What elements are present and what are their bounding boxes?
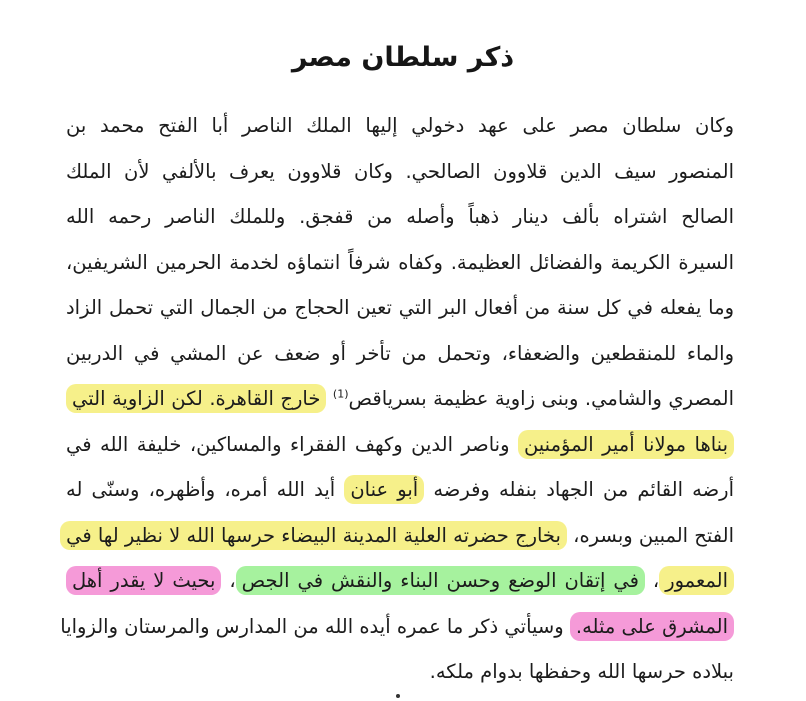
- text-line: [66, 649, 734, 695]
- page-title: ذكر سلطان مصر: [291, 42, 515, 73]
- text-line: [60, 604, 734, 650]
- text-segment: ببلاده حرسها الله وحفظها بدوام ملكه.: [429, 660, 734, 683]
- highlight-pink: المشرق على مثله.: [570, 612, 734, 641]
- highlight-green: في إتقان الوضع وحسن البناء والنقش في الجص: [236, 566, 645, 595]
- text-line: [66, 558, 734, 604]
- text-line: [66, 103, 734, 149]
- text-line: [66, 422, 734, 468]
- highlight-yellow: خارج القاهرة. لكن الزاوية التي: [66, 384, 326, 413]
- text-segment: والماء للمنقطعين والضعفاء، وتحمل من تأخر أو ضعف عن المشي في الدربين: [66, 341, 734, 365]
- text-segment: وكان سلطان مصر على عهد دخولي إليها الملك الناصر أبا الفتح محمد بن: [66, 114, 734, 137]
- highlight-pink: بحيث لا يقدر أهل: [66, 566, 221, 595]
- text-line: [66, 149, 734, 195]
- text-line: [66, 194, 734, 240]
- highlight-yellow: أبو عنان: [344, 475, 424, 504]
- text-line: [66, 513, 734, 559]
- text-segment: أرضه القائم من الجهاد بنفله وفرضه: [424, 478, 734, 501]
- page-edge-mark: [396, 694, 400, 698]
- highlight-yellow: المعمور: [659, 566, 734, 595]
- text-segment: الفتح المبين وبسره،: [566, 523, 734, 547]
- text-segment: المنصور سيف الدين قلاوون الصالحي. وكان قلاوون يعرف بالألفي لأن الملك: [66, 159, 734, 183]
- text-line: [66, 240, 734, 286]
- text-line: [66, 331, 734, 377]
- page-body-text: [60, 103, 734, 695]
- text-segment: ،: [644, 569, 660, 592]
- text-segment: المصري والشامي. وبنى زاوية عظيمة بسرياقص: [348, 387, 734, 410]
- text-segment: السيرة الكريمة والفضائل العظيمة. وكفاه شرفاً انتماؤه لخدمة الحرمين الشريفين،: [66, 250, 734, 274]
- footnote-marker: (1): [332, 387, 349, 401]
- highlight-yellow: بخارج حضرته العلية المدينة البيضاء حرسها الله لا نظير لها في: [60, 521, 567, 550]
- text-segment: وناصر الدين وكهف الفقراء والمساكين، خليفة الله في: [66, 432, 518, 456]
- highlight-yellow: بناها مولانا أمير المؤمنين: [518, 430, 734, 459]
- text-line: [66, 467, 734, 513]
- text-line: [66, 285, 734, 331]
- text-segment: أيد الله أمره، وأظهره، وسنّى له: [66, 478, 345, 501]
- text-line: [66, 376, 734, 422]
- text-segment: الصالح اشتراه بألف دينار ذهباً وأصله من قفجق. وللملك الناصر رحمه الله: [66, 205, 734, 228]
- text-segment: وما يفعله في كل سنة من أفعال البر التي تعين الحجاج من الجمال التي تحمل الزاد: [66, 296, 734, 319]
- text-segment: ،: [221, 569, 236, 592]
- text-segment: وسيأتي ذكر ما عمره أيده الله من المدارس والمرستان والزوايا: [60, 614, 570, 638]
